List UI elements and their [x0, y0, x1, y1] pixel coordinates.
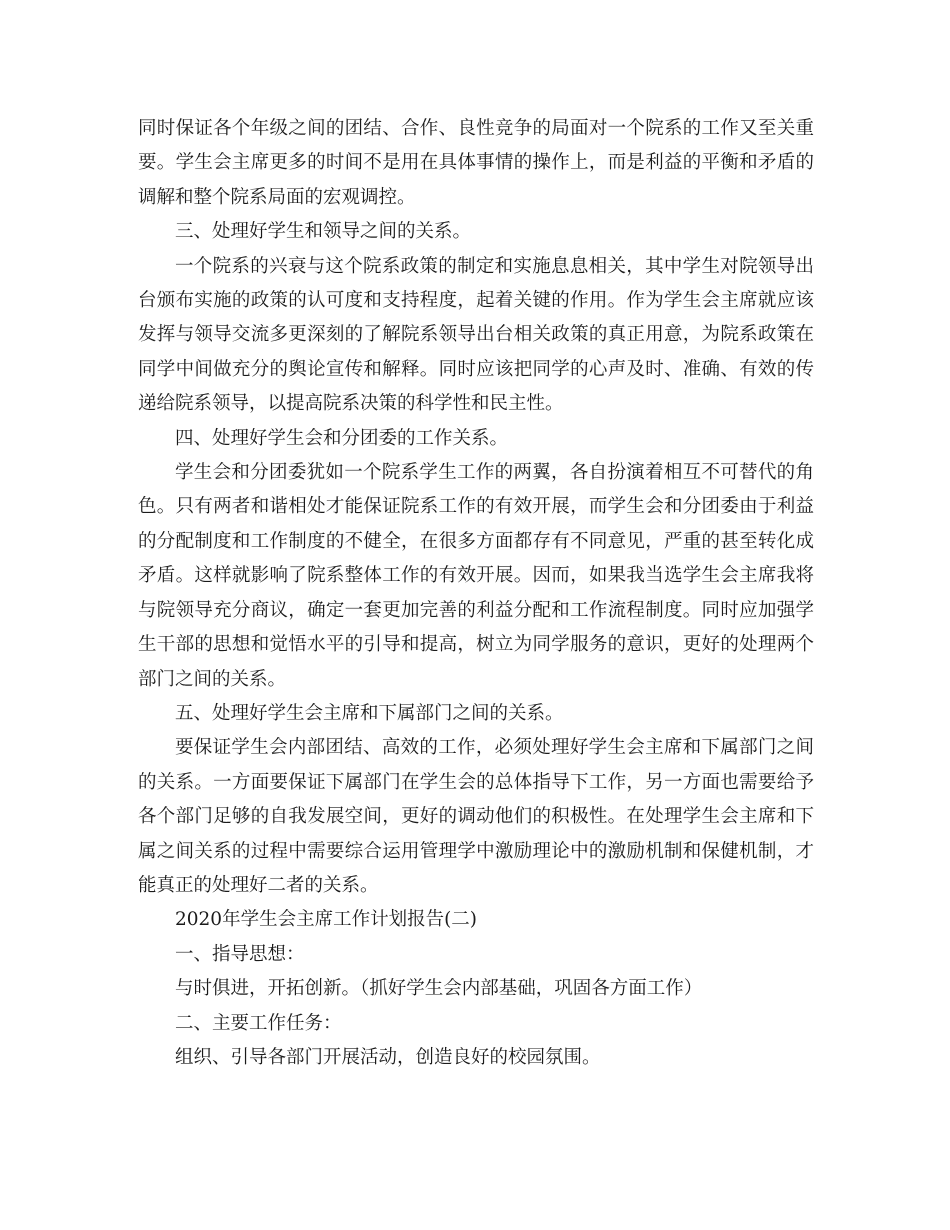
section-heading-three: 三、处理好学生和领导之间的关系。: [175, 221, 472, 243]
paragraph-guiding-thought: 与时俱进，开拓创新。（抓好学生会内部基础，巩固各方面工作）: [175, 978, 703, 1000]
paragraph-league-committee: 学生会和分团委犹如一个院系学生工作的两翼，各自扮演着相互不可替代的角色。只有两者和谐相处才能保证院系工作的有效开展，而学生会和分团委由于利益的分配制度和工作制度的不健全，在很多方面都存有不同意见，严重的甚至转化成矛盾。这样就影响了院系整体工作的有效开展。因而，如果我当选学生会主席我将与院领导充分商议，确定一套更加完善的利益分配和工作流程制度。同时应加强学生干部的思想和觉悟水平的引导和提高，树立为同学服务的意识，更好的处理两个部门之间的关系。: [138, 462, 814, 690]
paragraph-departments: 要保证学生会内部团结、高效的工作，必须处理好学生会主席和下属部门之间的关系。一方面要保证下属部门在学生会的总体指导下工作，另一方面也需要给予各个部门足够的自我发展空间，更好的调动他们的积极性。在处理学生会主席和下属之间关系的过程中需要综合运用管理学中激励理论中的激励机制和保健机制，才能真正的处理好二者的关系。: [138, 737, 814, 896]
section-heading-main-tasks: 二、主要工作任务：: [175, 1012, 342, 1034]
document-page: [138, 112, 814, 1075]
section-heading-five: 五、处理好学生会主席和下属部门之间的关系。: [175, 702, 564, 724]
paragraph-intro: 同时保证各个年级之间的团结、合作、良性竞争的局面对一个院系的工作又至关重要。学生会主席更多的时间不是用在具体事情的操作上，而是利益的平衡和矛盾的调解和整个院系局面的宏观调控。: [138, 118, 814, 208]
section-heading-four: 四、处理好学生会和分团委的工作关系。: [175, 427, 509, 449]
paragraph-main-tasks: 组织、引导各部门开展活动，创造良好的校园氛围。: [175, 1046, 601, 1068]
paragraph-leadership: 一个院系的兴衰与这个院系政策的制定和实施息息相关，其中学生对院领导出台颁布实施的政策的认可度和支持程度，起着关键的作用。作为学生会主席就应该发挥与领导交流多更深刻的了解院系领导出台相关政策的真正用意，为院系政策在同学中间做充分的舆论宣传和解释。同时应该把同学的心声及时、准确、有效的传递给院系领导，以提高院系决策的科学性和民主性。: [138, 255, 814, 415]
section-heading-guiding-thought: 一、指导思想：: [175, 943, 305, 965]
report-title: 2020年学生会主席工作计划报告(二): [175, 909, 478, 931]
